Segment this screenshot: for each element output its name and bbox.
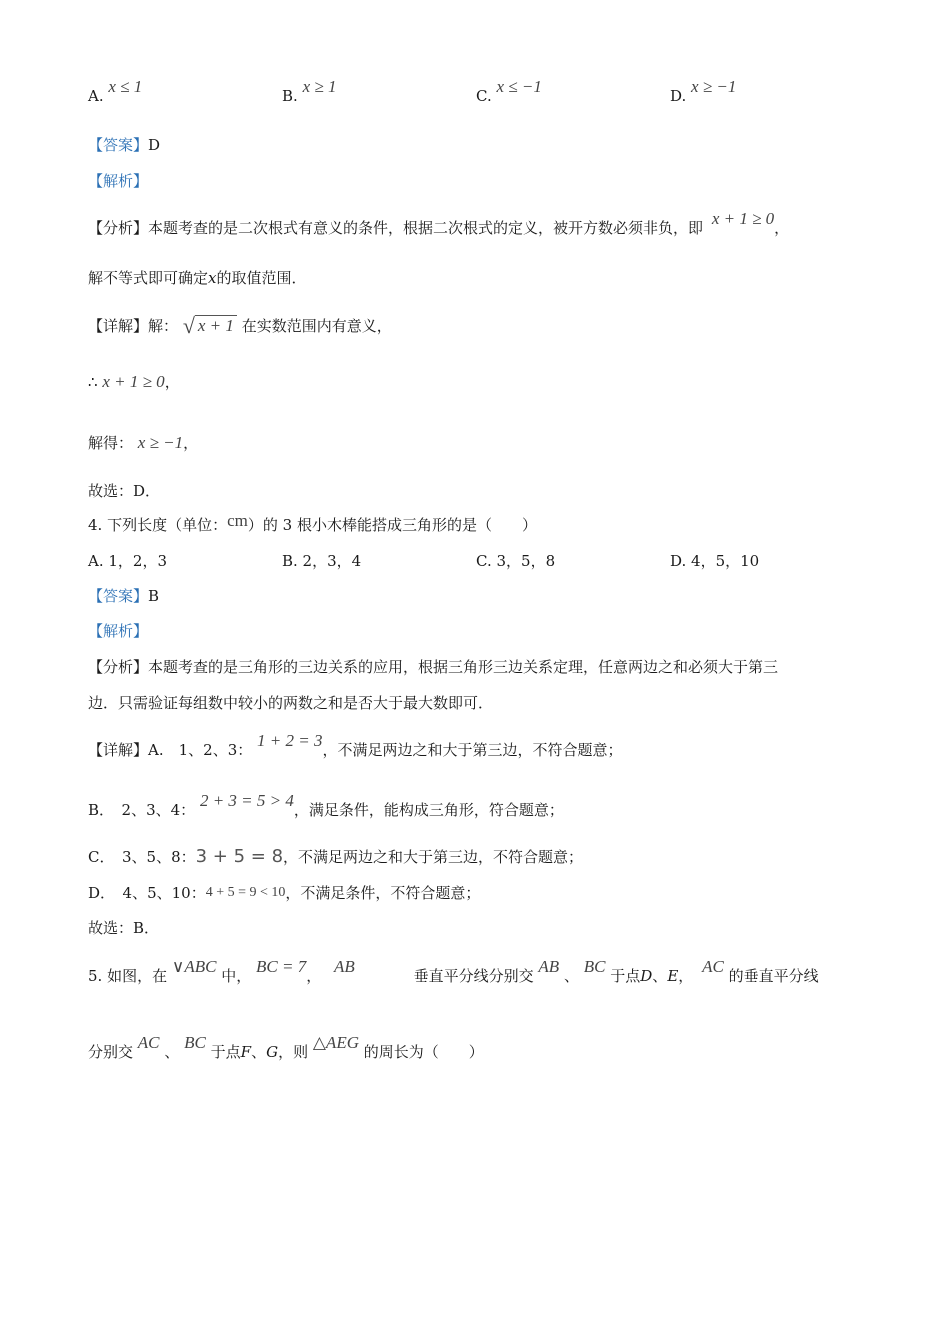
answer-value: B (148, 587, 160, 605)
q5-l2-c: 于点 (210, 1043, 241, 1061)
q5-bc-3: BC (184, 1033, 206, 1052)
q4-guxuan (88, 918, 159, 938)
answer-tag: 【答案】 (88, 587, 149, 605)
q3-option-a-expr: x ≤ 1 (108, 77, 143, 96)
q5-l1-a: 5. 如图，在 (88, 967, 168, 985)
therefore-icon: ∴ (88, 373, 98, 391)
q3-answer (88, 135, 160, 155)
fenxi-text: 本题考查的是二次根式有意义的条件，根据二次根式的定义，被开方数必须非负，即 (148, 219, 704, 237)
q4-xiangjie-d (88, 883, 480, 905)
q5-l1-b: 中， (221, 967, 252, 985)
q5-bc-2: BC (583, 957, 606, 976)
q5-point-d: D (640, 967, 653, 985)
radicand: x + 1 (195, 315, 237, 335)
q5-ac: AC (702, 957, 724, 976)
q4-option-a: A. 1，2，3 (88, 552, 167, 570)
q4-stem-pre: 4. 下列长度（单位： (88, 516, 228, 534)
q3-jiexi (88, 171, 148, 191)
q5-l1-g: 、 (652, 967, 668, 985)
q4-fenxi-line1 (88, 657, 778, 677)
q4-option-b: B. 2，3，4 (282, 552, 362, 570)
q5-l2-a: 分别交 (88, 1043, 134, 1061)
q5-l1-h: ， (678, 967, 694, 985)
q3-option-a (88, 77, 143, 106)
q5-ab-2: AB (538, 957, 560, 976)
q4-fenxi-line2 (88, 693, 493, 713)
xiangjie-a-pre: A. 1、2、3： (148, 741, 253, 759)
q5-bc-length: BC = 7 (256, 957, 307, 976)
q5-l1-i: 的垂直平分线 (728, 967, 819, 985)
q4-stem-unit: cm (227, 511, 248, 530)
xiangjie-d-post: ，不满足条件，不符合题意； (285, 884, 481, 902)
q4-option-c: C. 3，5，8 (476, 552, 556, 570)
xiangjie-tag: 【详解】 (88, 317, 149, 335)
xiangjie-b-post: ，满足条件，能构成三角形，符合题意； (293, 801, 564, 819)
q5-triangle-aeg: △AEG (312, 1033, 359, 1052)
xiangjie-d-expr: 4 + 5 = 9 < 10 (205, 885, 286, 900)
q3-fenxi-line2 (88, 268, 307, 288)
q3-therefore (88, 372, 180, 392)
q4-answer (88, 586, 159, 606)
q5-l1-f: 于点 (610, 967, 641, 985)
q5-l1-c: ， (306, 967, 322, 985)
answer-tag: 【答案】 (88, 136, 149, 154)
xiangjie-a-post: ，不满足两边之和大于第三边，不符合题意； (322, 741, 623, 759)
q5-l1-e: 、 (563, 967, 579, 985)
xiangjie-a-expr: 1 + 2 = 3 (257, 731, 323, 750)
q5-l2-d: 、 (251, 1043, 267, 1061)
q4-xiangjie-b (88, 791, 564, 820)
xiangjie-c-pre: C． 3、5、8： (88, 848, 196, 866)
q3-option-d (670, 77, 737, 106)
q3-fenxi-line1 (88, 209, 790, 238)
fenxi-line2: 边．只需验证每组数中较小的两数之和是否大于最大数即可． (88, 694, 494, 712)
xiangjie-d-pre: D． 4、5、10： (88, 884, 206, 902)
xiangjie-c-expr: 3 + 5 = 8 (195, 846, 284, 867)
fenxi-line2-pre: 解不等式即可确定 (88, 269, 209, 287)
q4-stem (88, 511, 537, 535)
q4-option-d: D. 4，5，10 (670, 552, 760, 570)
q5-l2-e: ，则 (278, 1043, 309, 1061)
q4-xiangjie-c (88, 847, 583, 867)
q3-option-c-label: C. (476, 87, 492, 105)
q5-stem-line2 (88, 1033, 484, 1062)
q3-jiede (88, 433, 198, 453)
q3-option-b (282, 77, 337, 106)
fenxi-end: ， (774, 219, 790, 237)
q3-xiangjie (88, 314, 392, 336)
guxuan-text: 故选：B． (88, 919, 160, 937)
q4-stem-post: ）的 3 根小木棒能搭成三角形的是（ ） (247, 516, 537, 534)
q3-option-b-expr: x ≥ 1 (302, 77, 337, 96)
q4-jiexi (88, 621, 148, 641)
fenxi-line1: 本题考查的是三角形的三边关系的应用，根据三角形三边关系定理，任意两边之和必须大于第三 (148, 658, 779, 676)
xiangjie-b-pre: B． 2、3、4： (88, 801, 196, 819)
xiangjie-post: 在实数范围内有意义， (241, 317, 392, 335)
q3-option-d-expr: x ≥ −1 (691, 77, 737, 96)
q5-ac-2: AC (137, 1033, 160, 1052)
sqrt-expression (183, 314, 237, 336)
q5-point-g: G (266, 1043, 279, 1061)
q4-xiangjie-a (88, 731, 623, 760)
jiexi-tag: 【解析】 (88, 172, 149, 190)
q3-option-a-label: A. (88, 87, 104, 105)
q3-option-b-label: B. (282, 87, 298, 105)
xiangjie-c-post: ，不满足两边之和大于第三边，不符合题意； (283, 848, 584, 866)
xiangjie-b-expr: 2 + 3 = 5 > 4 (199, 791, 294, 810)
xiangjie-pre: 解： (148, 317, 179, 335)
fenxi-tag: 【分析】 (88, 658, 149, 676)
jiexi-tag: 【解析】 (88, 622, 149, 640)
jiede-expr: x ≥ −1 (137, 433, 184, 452)
jiede-end: ， (183, 434, 199, 452)
q5-l2-f: 的周长为（ ） (363, 1043, 484, 1061)
q5-triangle-abc: ∨ABC (171, 957, 217, 976)
q5-l1-d: 垂直平分线分别交 (413, 967, 534, 985)
q3-option-c (476, 77, 542, 106)
fenxi-line2-post: 的取值范围． (216, 269, 307, 287)
fenxi-expr: x + 1 ≥ 0 (711, 209, 775, 228)
q5-l2-b: 、 (164, 1043, 180, 1061)
xiangjie-tag: 【详解】 (88, 741, 149, 759)
q3-guxuan (88, 481, 160, 501)
q3-option-d-label: D. (670, 87, 687, 105)
fenxi-tag: 【分析】 (88, 219, 149, 237)
q5-stem-line1 (88, 957, 819, 986)
q5-ab: AB (334, 957, 355, 976)
q3-option-c-expr: x ≤ −1 (496, 77, 542, 96)
fenxi-line2-var: x (208, 269, 217, 287)
therefore-expr: x + 1 ≥ 0 (102, 372, 165, 391)
q5-point-e: E (667, 967, 679, 985)
therefore-end: ， (164, 373, 180, 391)
radical-sign-icon: √ (182, 313, 195, 338)
q5-point-f: F (240, 1043, 252, 1061)
guxuan-text: 故选：D． (88, 482, 161, 500)
jiede-pre: 解得： (88, 434, 134, 452)
answer-value: D (148, 136, 161, 154)
